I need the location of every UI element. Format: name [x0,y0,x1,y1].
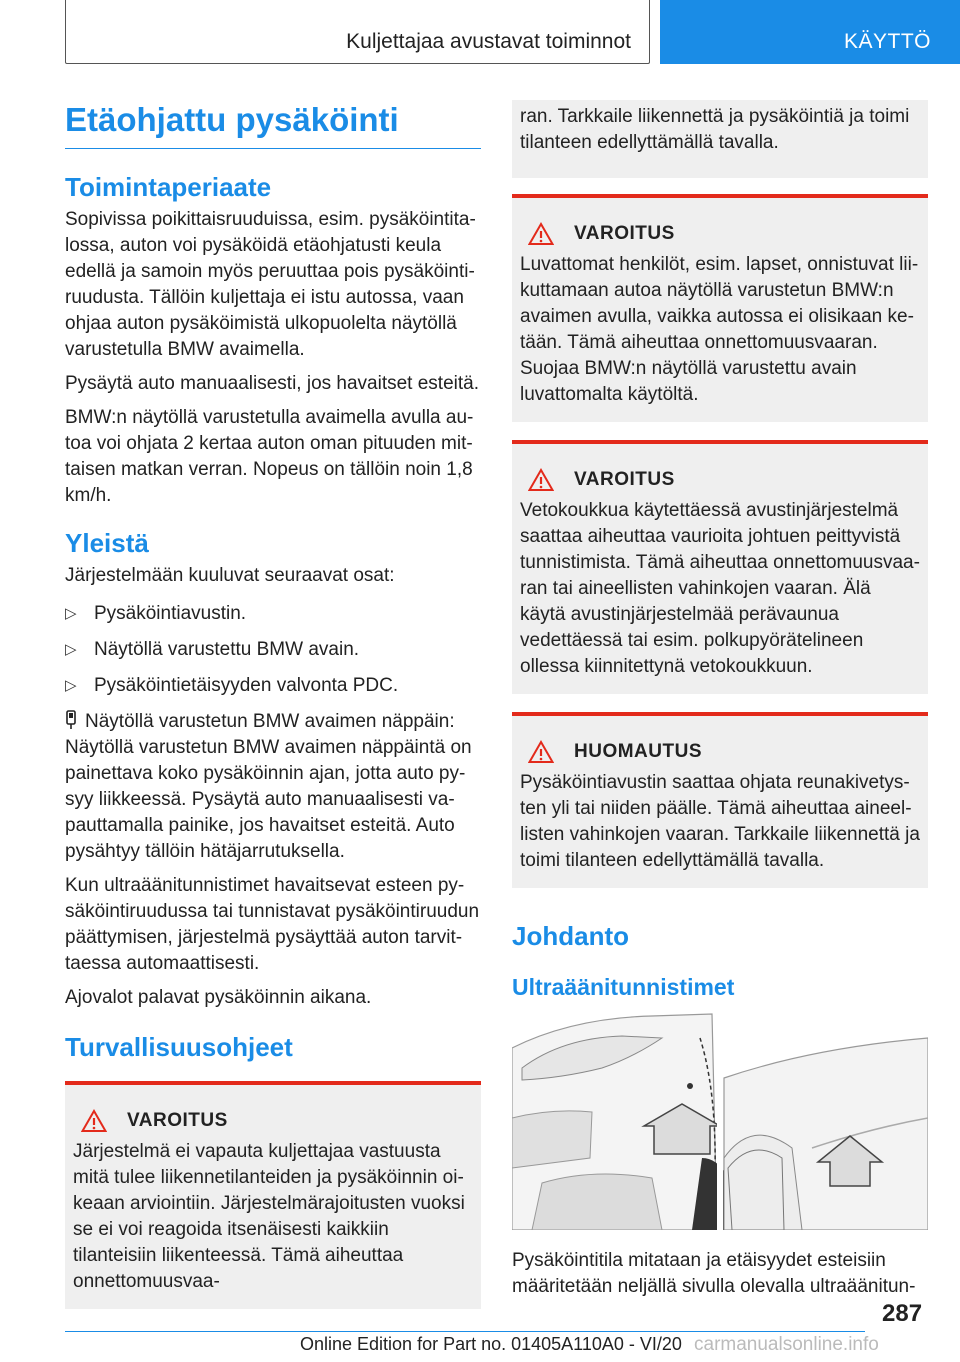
list-item: ▷ Näytöllä varustettu BMW avain. [65,637,481,663]
warning-header [520,468,920,492]
heading-johdanto: Johdanto [512,921,629,951]
list-item: ▷ Pysäköintiavustin. [65,601,481,627]
triangle-bullet-icon: ▷ [65,641,77,658]
footer-divider [65,1331,865,1332]
header-chapter-title: KÄYTTÖ [844,30,932,53]
footer-edition: Online Edition for Part no. 01405A110A0 - VI/20 [300,1334,682,1354]
display-key-icon [65,710,77,730]
page-title: Etäohjattu pysäköinti [65,100,481,149]
warning-label: VAROITUS [574,469,675,490]
warning-triangle-icon [81,1109,107,1133]
warning-triangle-icon [528,468,554,492]
front-bumper-drawing [512,1014,742,1230]
warning-box-1 [65,1081,481,1309]
triangle-bullet-icon: ▷ [65,605,77,622]
warning-label: VAROITUS [127,1110,228,1131]
warning-text: Vetokoukkua käytettäessä avustinjärjestelmä saattaa aiheuttaa vaurioita johtuen peittyvistä tunnistimista. Tämä aiheuttaa onnettomuusvaaran tai aineellisten vahinkojen vaaran. Älä käytä avustinjärjestelmää perävaunua vedettäessä tai esim. polkupyörätelineen ollessa kiinnitettynä vetokoukkuun. [520,500,920,677]
triangle-bullet-icon: ▷ [65,677,77,694]
note-header [520,740,920,764]
list-item: ▷ Pysäköintietäisyyden valvonta PDC. [65,673,481,699]
warning-text: Luvattomat henkilöt, esim. lapset, onnistuvat liikuttamaan autoa näytöllä varustetun BMW:n avaimen avulla, vaikka autossa ei olisikaan ketään. Tämä aiheuttaa onnettomuusvaaran. Suojaa BMW:n näytöllä varustettu avain luvattomalta käytöltä. [520,254,919,405]
heading-turvallisuusohjeet: Turvallisuusohjeet [65,1032,293,1062]
note-text: Pysäköintiavustin saattaa ohjata reunakivetysten yli tai niiden päälle. Tämä aiheuttaa aineellisten vahinkojen vaaran. Tarkkaile liikennettä ja toimi tilanteen edellyttämällä tavalla. [520,772,920,871]
car-sensor-drawing [512,1008,928,1230]
right-column [512,100,928,1308]
sensor-illustration [512,1008,928,1230]
components-list [65,601,481,699]
left-column [65,100,481,1309]
header-section-title: Kuljettajaa avustavat toiminnot [346,30,631,53]
warning-header [520,222,920,246]
note-box [512,712,928,888]
note-label: HUOMAUTUS [574,741,702,762]
warning-box-3 [512,440,928,694]
paragraph-principle-1: Sopivissa poikittaisruuduissa, esim. pysäköintitalossa, auton voi pysäköidä etäohjatusti keula edellä ja samoin myös peruuttaa pois pysäköintiruudusta. Tällöin kuljettaja ei istu autossa, vaan ohjaa auton pysäköimistä ulkopuolelta näytöllä varustetulla BMW avaimella. [65,209,476,360]
paragraph-general-3: Ajovalot palavat pysäköinnin aikana. [65,987,372,1008]
warning-box-2 [512,194,928,422]
warning-box-1-continued [512,100,928,178]
paragraph-introduction-1: Pysäköintitila mitataan ja etäisyydet esteisiin määritetään neljällä sivulla olevalla ultraäänitun- [512,1250,916,1297]
heading-ultraaanitunnistimet: Ultraäänitunnistimet [512,974,735,1000]
warning-text: Järjestelmä ei vapauta kuljettajaa vastuusta mitä tulee liikennetilanteiden ja pysäköinnin oikeaan arviointiin. Järjestelmärajoitusten vuoksi se ei voi reagoida itsenäisesti kaikkiin tilanteisiin liikenteessä. Tämä aiheuttaa onnettomuusvaa- [73,1141,465,1292]
warning-triangle-icon [528,740,554,764]
paragraph-general-1: Näytöllä varustetun BMW avaimen näppäintä on painettava koko pysäköinnin ajan, jotta auto pysyy liikkeessä. Pysäytä auto manuaalisesti vapauttamalla painike, jos havaitset esteitä. Auto pysähtyy tällöin hätäjarrutuksella. [65,737,472,862]
footer-watermark[interactable]: carmanualsonline.info [694,1334,879,1355]
paragraph-general-intro: Järjestelmään kuuluvat seuraavat osat: [65,565,395,586]
paragraph-general-2: Kun ultraäänitunnistimet havaitsevat esteen pysäköintiruudussa tai tunnistavat pysäköintiruudun päättymisen, järjestelmä pysäyttää auton tarvittaessa automaattisesti. [65,875,480,974]
warning-header [73,1109,473,1133]
paragraph-principle-2: Pysäytä auto manuaalisesti, jos havaitset esteitä. [65,373,480,394]
header-section-box [65,0,650,64]
warning-text-continued: ran. Tarkkaile liikennettä ja pysäköintiä ja toimi tilanteen edellyttämällä tavalla. [520,106,910,153]
page-number: 287 [882,1300,923,1327]
heading-yleista: Yleistä [65,528,149,558]
key-button-label: Näytöllä varustetun BMW avaimen näppäin: [65,709,481,735]
paragraph-principle-3: BMW:n näytöllä varustetulla avaimella avulla autoa voi ohjata 2 kertaa auton oman pituuden mittaisen matkan verran. Nopeus on tällöin noin 1,8 km/h. [65,407,474,506]
header-chapter-tab [660,0,960,64]
heading-toimintaperiaate: Toimintaperiaate [65,172,272,202]
warning-label: VAROITUS [574,223,675,244]
warning-triangle-icon [528,222,554,246]
